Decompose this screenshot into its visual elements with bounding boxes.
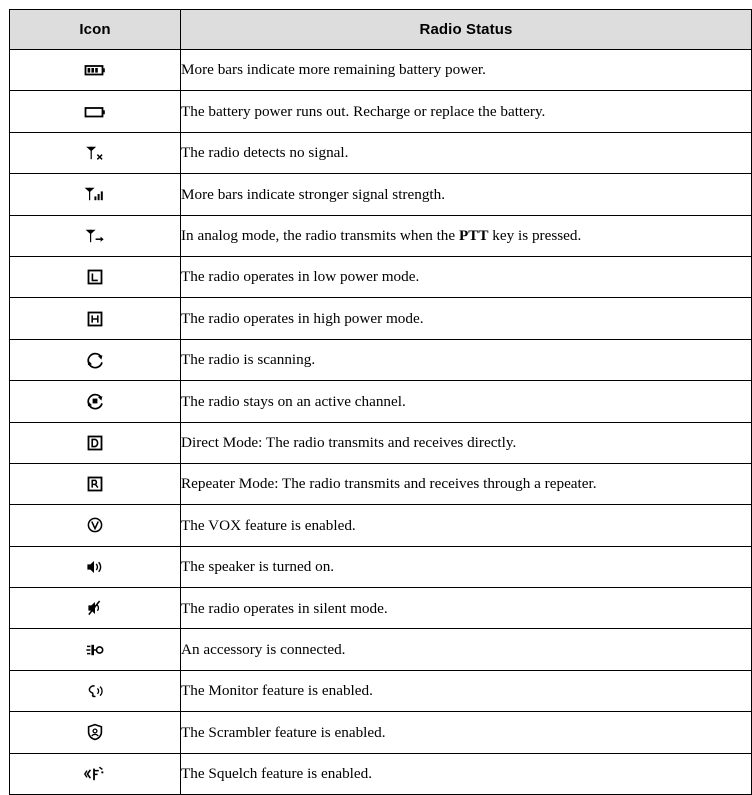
battery-empty-icon [82,99,108,125]
table-body [10,50,752,795]
table-row [10,298,752,339]
table-row [10,50,752,91]
icon-cell [10,546,181,587]
icon-cell [10,670,181,711]
status-description: More bars indicate more remaining battery power. [181,50,752,91]
desc-text-before: In analog mode, the radio transmits when the [181,227,459,245]
high-power-icon [82,306,108,332]
icon-cell [10,256,181,297]
squelch-icon [82,761,108,787]
status-description: Repeater Mode: The radio transmits and receives through a repeater. [181,463,752,504]
table-row [10,422,752,463]
icon-cell [10,215,181,256]
antenna-signal-bars-icon [82,181,108,207]
status-description: The speaker is turned on. [181,546,752,587]
table-row [10,712,752,753]
column-header-icon: Icon [10,10,181,50]
direct-mode-icon [82,430,108,456]
antenna-no-signal-icon [82,140,108,166]
status-description: The radio detects no signal. [181,132,752,173]
table-row [10,546,752,587]
icon-cell [10,50,181,91]
accessory-icon [82,637,108,663]
table-row [10,463,752,504]
icon-cell [10,298,181,339]
icon-cell [10,91,181,132]
antenna-transmit-icon [82,223,108,249]
icon-cell [10,588,181,629]
status-description: The battery power runs out. Recharge or replace the battery. [181,91,752,132]
table-row [10,132,752,173]
speaker-on-icon [82,554,108,580]
status-description: An accessory is connected. [181,629,752,670]
icon-cell [10,712,181,753]
table-row [10,629,752,670]
table-row [10,91,752,132]
low-power-icon [82,264,108,290]
status-description: The radio operates in high power mode. [181,298,752,339]
table-header [10,10,752,50]
status-description: The Scrambler feature is enabled. [181,712,752,753]
status-description: Direct Mode: The radio transmits and receives directly. [181,422,752,463]
status-description: The radio stays on an active channel. [181,381,752,422]
table-row [10,215,752,256]
status-description: More bars indicate stronger signal strength. [181,174,752,215]
scanning-icon [82,347,108,373]
radio-status-icon-legend-page [0,9,752,795]
icon-cell [10,381,181,422]
table-row [10,505,752,546]
table-header-row [10,10,752,50]
vox-icon [82,512,108,538]
active-channel-icon [82,388,108,414]
status-description: The Squelch feature is enabled. [181,753,752,794]
table-row [10,256,752,297]
battery-full-icon [82,57,108,83]
monitor-ear-icon [82,678,108,704]
status-description: The radio operates in low power mode. [181,256,752,297]
table-row [10,588,752,629]
status-description: The radio is scanning. [181,339,752,380]
radio-status-table [9,9,752,795]
scrambler-shield-icon [82,719,108,745]
status-description: The VOX feature is enabled. [181,505,752,546]
speaker-mute-icon [82,595,108,621]
table-row [10,670,752,711]
status-description: The Monitor feature is enabled. [181,670,752,711]
icon-cell [10,505,181,546]
desc-text-after: key is pressed. [488,227,582,245]
icon-cell [10,753,181,794]
icon-cell [10,422,181,463]
column-header-radio-status: Radio Status [181,10,752,50]
icon-cell [10,132,181,173]
table-row [10,381,752,422]
repeater-mode-icon [82,471,108,497]
icon-cell [10,463,181,504]
icon-cell [10,629,181,670]
table-row [10,339,752,380]
ptt-keyword: PTT [458,227,489,245]
table-row [10,753,752,794]
status-description: The radio operates in silent mode. [181,588,752,629]
icon-cell [10,174,181,215]
status-description [181,215,752,256]
table-row [10,174,752,215]
icon-cell [10,339,181,380]
